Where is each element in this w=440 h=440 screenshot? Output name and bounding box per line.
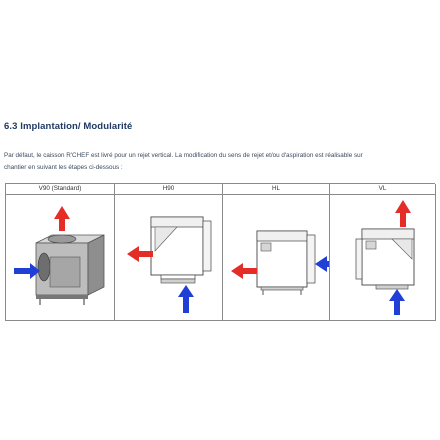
- diagram-cell-v90: [6, 195, 114, 321]
- diagram-cell-h90: [115, 195, 222, 321]
- column-header-vl: VL: [330, 184, 435, 195]
- red-up-arrow-icon: [54, 206, 70, 231]
- column-header-hl: HL: [223, 184, 329, 195]
- unit-hl-illustration: [223, 195, 329, 321]
- intro-line-2: chantier en suivant les étapes ci-dessous :: [4, 164, 123, 171]
- unit-v90-illustration: [6, 195, 114, 321]
- column-vl: [330, 184, 436, 321]
- column-header-v90: V90 (Standard): [6, 184, 114, 195]
- intro-paragraph: [4, 150, 436, 174]
- column-hl: [223, 184, 330, 321]
- section-heading: 6.3 Implantation/ Modularité: [4, 121, 133, 132]
- diagram-cell-vl: [330, 195, 435, 321]
- unit-vl-illustration: [330, 195, 435, 321]
- red-left-arrow-icon: [231, 263, 257, 279]
- blue-up-arrow-icon: [178, 285, 194, 313]
- blue-up-arrow-icon: [389, 289, 405, 315]
- diagram-cell-hl: [223, 195, 329, 321]
- unit-h90-illustration: [115, 195, 222, 321]
- blue-left-arrow-icon: [315, 256, 329, 272]
- column-h90: [115, 184, 223, 321]
- column-v90: [6, 184, 115, 321]
- intro-line-1: Par défaut, le caisson R'CHEF est livré pour un rejet vertical. La modification du sens de rejet et/ou d'aspiration est réalisable sur: [4, 152, 363, 159]
- red-up-arrow-icon: [395, 200, 411, 227]
- configuration-table: [5, 183, 435, 321]
- column-header-h90: H90: [115, 184, 222, 195]
- red-left-arrow-icon: [127, 246, 153, 262]
